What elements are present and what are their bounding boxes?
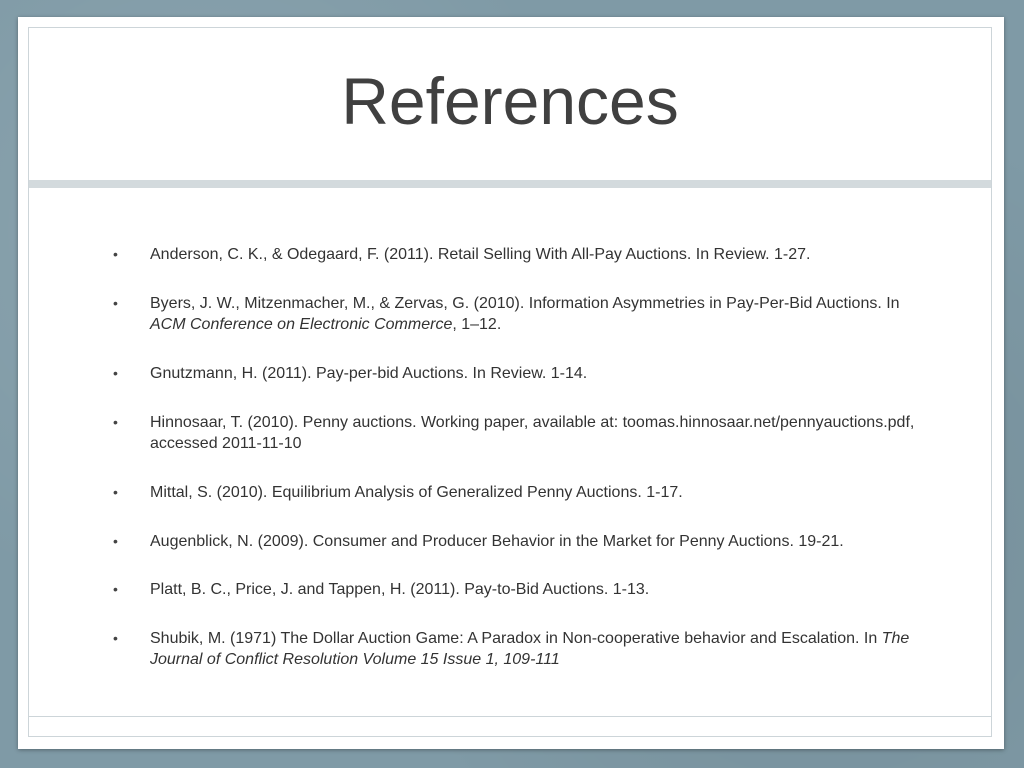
bullet-icon: •	[113, 581, 118, 597]
reference-list	[29, 28, 991, 728]
reference-item-mittal	[113, 482, 930, 503]
reference-venue: ACM Conference on Electronic Commerce	[150, 316, 453, 333]
slide-title: References	[341, 64, 679, 138]
footer-divider	[29, 716, 991, 717]
bullet-icon: •	[113, 295, 118, 311]
bullet-icon: •	[113, 414, 118, 430]
reference-item-platt	[113, 579, 930, 600]
reference-text: Gnutzmann, H. (2011). Pay-per-bid Auctions. In Review. 1-14.	[150, 365, 588, 382]
reference-pages: , 1–12.	[452, 316, 502, 333]
reference-text: Augenblick, N. (2009). Consumer and Producer Behavior in the Market for Penny Auctions. 19-21.	[150, 533, 844, 550]
reference-item-byers	[113, 293, 930, 335]
reference-text: Hinnosaar, T. (2010). Penny auctions. Working paper, available at: toomas.hinnosaar.net/pennyauctions.pdf, accessed 2011-11-10	[150, 414, 915, 452]
reference-item-augenblick	[113, 531, 930, 552]
bullet-icon: •	[113, 630, 118, 646]
reference-text: Platt, B. C., Price, J. and Tappen, H. (2011). Pay-to-Bid Auctions. 1-13.	[150, 581, 650, 598]
reference-venue: The Journal of Conflict Resolution Volume 15 Issue 1, 109-111	[150, 630, 910, 668]
bullet-icon: •	[113, 365, 118, 381]
bullet-icon: •	[113, 246, 118, 262]
bullet-icon: •	[113, 484, 118, 500]
reference-item-shubik	[113, 628, 930, 670]
reference-text: Anderson, C. K., & Odegaard, F. (2011). Retail Selling With All-Pay Auctions. In Review. 1-27.	[150, 246, 811, 263]
reference-text: Mittal, S. (2010). Equilibrium Analysis of Generalized Penny Auctions. 1-17.	[150, 484, 683, 501]
reference-item-anderson	[113, 244, 930, 265]
reference-item-hinnosaar	[113, 412, 930, 454]
bullet-icon: •	[113, 533, 118, 549]
reference-text: Shubik, M. (1971) The Dollar Auction Game: A Paradox in Non-cooperative behavior and Escalation. In	[150, 630, 882, 647]
reference-item-gnutzmann	[113, 363, 930, 384]
slide-frame	[28, 27, 992, 737]
slide	[18, 17, 1004, 749]
reference-text: Byers, J. W., Mitzenmacher, M., & Zervas, G. (2010). Information Asymmetries in Pay-Per-Bid Auctions. In	[150, 295, 900, 312]
